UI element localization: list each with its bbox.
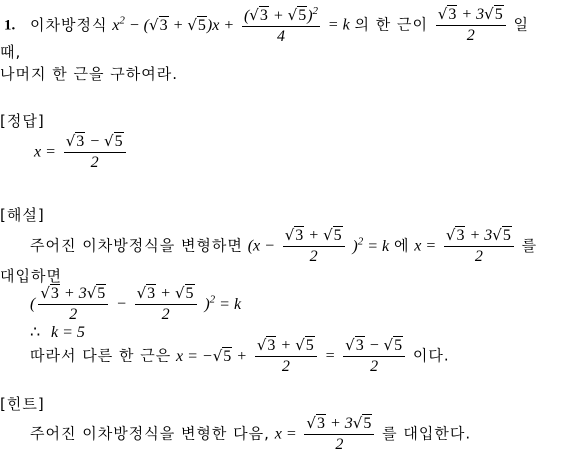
explanation-line-3: ( $\frac{√3 + 3√5}{2}$ − $\frac{√3 + √5}{2}$ )$^2$ = k bbox=[30, 284, 242, 323]
hint-line-b: 를 대입한다. bbox=[382, 424, 472, 443]
hint-line-a: 주어진 이차방정식을 변형한 다음, bbox=[30, 424, 270, 443]
problem-text-mid: 의 한 근이 bbox=[354, 15, 428, 34]
k-value: k = 5 bbox=[50, 324, 85, 341]
answer-expression: x = $\frac{√3 - √5}{2}$ bbox=[34, 134, 129, 171]
explanation-line-1: 주어진 이차방정식을 변형하면 (x − $\frac{√3 + √5}{2}$ )$^2$ = k 에 x = $\frac{√3 + 3√5}{2}$ 를 bbox=[30, 226, 538, 265]
problem-number: 1. bbox=[4, 17, 16, 34]
explanation-line-5: 따라서 다른 한 근은 x = −√5 + $\frac{√3 + √5}{2}$ = $\frac{√3 - √5}{2}$ 이다. bbox=[30, 336, 450, 375]
explanation-line5-a: 따라서 다른 한 근은 bbox=[30, 346, 172, 365]
problem-line-2: 나머지 한 근을 구하여라. bbox=[0, 65, 178, 83]
therefore-symbol: ∴ bbox=[30, 324, 41, 341]
equation-rhs: = k bbox=[327, 16, 350, 34]
explanation-line1-a: 주어진 이차방정식을 변형하면 bbox=[30, 236, 243, 255]
hint-line: 주어진 이차방정식을 변형한 다음, x = $\frac{√3 + 3√5}{2}$ 를 대입한다. bbox=[30, 414, 472, 453]
explanation-line1-c: 를 bbox=[521, 236, 538, 255]
fraction-constant: $\frac{(√3 + √5)^2}{4}$ bbox=[243, 5, 319, 46]
fraction-given-root: $\frac{√3 + 3√5}{2}$ bbox=[436, 7, 506, 44]
explanation-line-2: 대입하면 bbox=[0, 267, 62, 285]
hint-heading: [힌트] bbox=[0, 395, 45, 413]
equation-lhs: $x^2 - (√3 + √5)x$ + bbox=[112, 14, 235, 34]
problem-text-end-1: 일 bbox=[513, 15, 529, 34]
answer-heading: [정답] bbox=[0, 112, 45, 130]
problem-text-intro: 이차방정식 bbox=[30, 15, 108, 34]
explanation-heading: [해설] bbox=[0, 206, 45, 224]
problem-line-1 bbox=[4, 6, 529, 45]
explanation-line1-b: 에 bbox=[393, 236, 410, 255]
problem-text-end-2: 때, bbox=[0, 43, 22, 61]
explanation-line5-b: 이다. bbox=[412, 346, 450, 365]
